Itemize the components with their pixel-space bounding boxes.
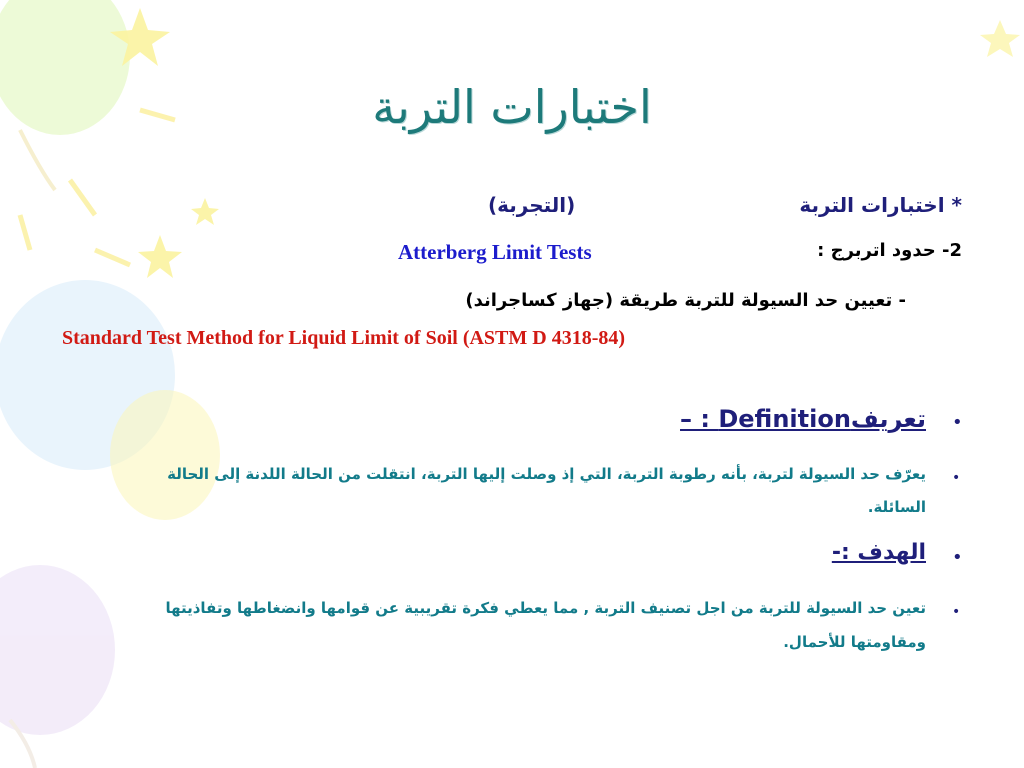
definition-text-line-2: السائلة. <box>867 498 926 516</box>
slide-title: اختبارات التربة <box>372 80 652 134</box>
goal-text-line-2: ومقاومتها للأحمال. <box>783 633 926 651</box>
balloon-decoration <box>110 390 220 520</box>
star-decoration <box>980 20 1020 57</box>
liquid-limit-method-line: - تعيين حد السيولة للتربة طريقة (جهاز كساجراند) <box>465 290 906 311</box>
bullet-marker: • <box>952 604 961 620</box>
goal-text-line-1: تعين حد السيولة للتربة من اجل تصنيف التربة , مما يعطي فكرة تقريبية عن قوامها وانضغاطها وتفاذيتها <box>165 599 926 617</box>
atterberg-arabic-label: 2- حدود اتربرج : <box>817 240 962 261</box>
atterberg-english-label: Atterberg Limit Tests <box>398 240 592 264</box>
bullet-marker: • <box>952 412 963 433</box>
bullet-marker: • <box>952 470 961 486</box>
experiment-label: (التجربة) <box>488 193 576 217</box>
goal-heading: الهدف :- <box>831 540 926 565</box>
soil-tests-label: * اختبارات التربة <box>799 193 962 217</box>
definition-text-line-1: يعرّف حد السيولة لتربة، بأنه رطوبة التربة، التي إذ وصلت إليها التربة، انتقلت من الحالة اللدنة إلى الحالة <box>167 465 926 483</box>
definition-heading: تعريفDefinition : – <box>680 405 926 433</box>
balloon-decoration <box>0 565 115 768</box>
astm-standard-line: Standard Test Method for Liquid Limit of Soil (ASTM D 4318-84) <box>62 327 626 349</box>
bullet-marker: • <box>952 547 963 568</box>
